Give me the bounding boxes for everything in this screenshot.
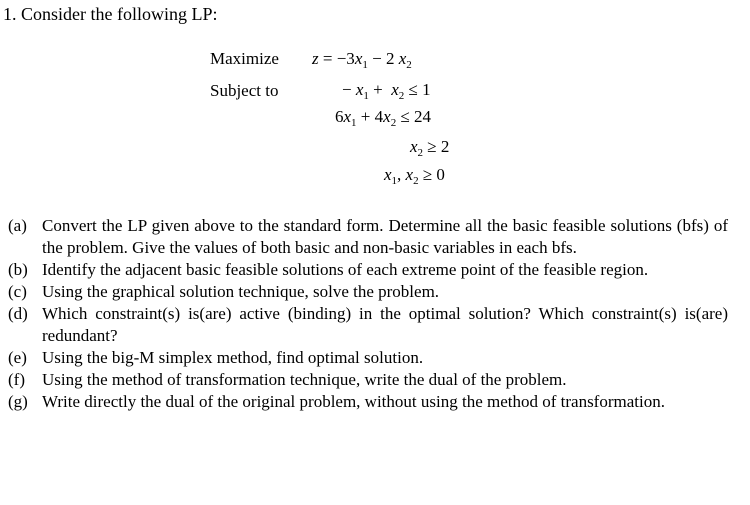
constraints-label: Subject to [210, 81, 279, 100]
part-e [8, 347, 728, 369]
part-c [8, 281, 728, 303]
part-text: Identify the adjacent basic feasible solutions of each extreme point of the feasible region. [42, 260, 649, 279]
part-label: (f) [8, 370, 25, 389]
constraint-1: − $x_1 + x_2 \le 1$ [342, 80, 431, 102]
objective-label: Maximize [210, 49, 279, 68]
constraint-3: $x_2 \ge 2$ [410, 137, 450, 159]
nonnegativity-constraint: $x_1$, $x_2 \ge 0$ [384, 165, 445, 187]
part-f [8, 369, 728, 391]
part-text: Convert the LP given above to the standard form. Determine all the basic feasible solutions (bfs) of the problem. Give the values of both basic and non-basic variables in each bfs. [42, 216, 728, 257]
part-text: Using the method of transformation technique, write the dual of the problem. [42, 370, 567, 389]
part-label: (c) [8, 282, 27, 301]
part-g [8, 391, 728, 413]
part-label: (e) [8, 348, 27, 367]
part-text: Using the graphical solution technique, solve the problem. [42, 282, 440, 301]
part-b [8, 259, 728, 281]
part-text: Using the big-M simplex method, find optimal solution. [42, 348, 424, 367]
part-label: (a) [8, 216, 27, 235]
part-label: (b) [8, 260, 28, 279]
constraint-2: $6x_1 + 4x_2 \le 24$ [335, 107, 432, 129]
part-a [8, 215, 728, 259]
question-parts [8, 215, 728, 413]
part-text: Write directly the dual of the original problem, without using the method of transformation. [42, 392, 665, 411]
objective-function: $z = -3x_1 - 2$ $x_2$ [312, 49, 412, 71]
part-d [8, 303, 728, 347]
part-text: Which constraint(s) is(are) active (binding) in the optimal solution? Which constraint(s) is(are) redundant? [42, 304, 728, 345]
part-label: (g) [8, 392, 28, 411]
part-label: (d) [8, 304, 28, 323]
question-heading: 1. Consider the following LP: [3, 4, 218, 24]
